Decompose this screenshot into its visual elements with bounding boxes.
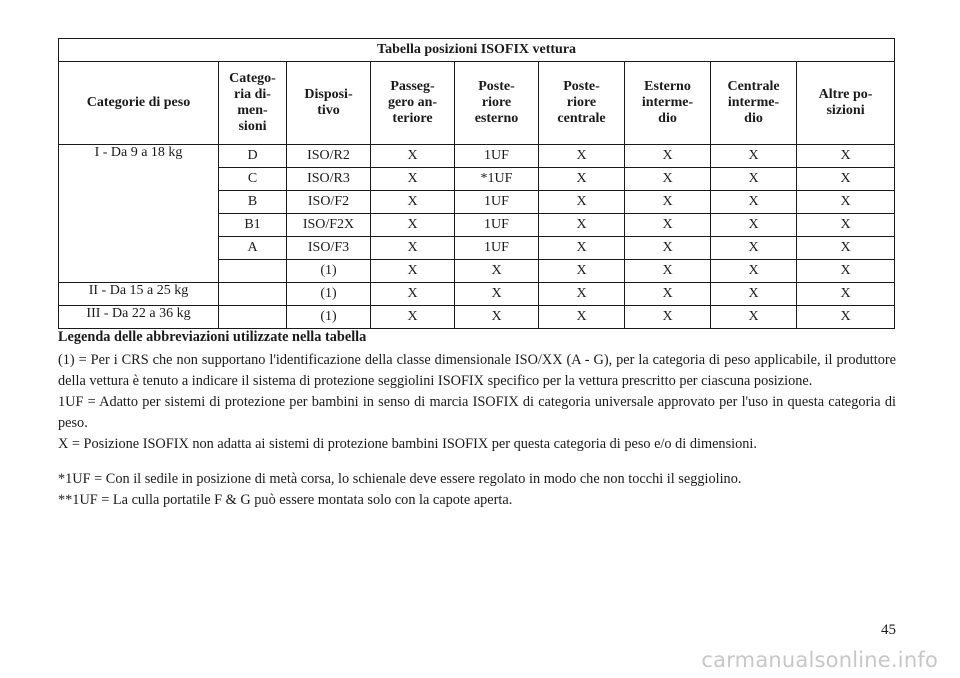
table-cell: (1) — [287, 283, 371, 306]
legend-title: Legenda delle abbreviazioni utilizzate nella tabella — [58, 329, 367, 345]
table-cell: X — [797, 306, 895, 329]
column-header: Catego- ria di- men- sioni — [219, 62, 287, 145]
table-cell: ISO/R2 — [287, 145, 371, 168]
column-header: Passeg- gero an- teriore — [371, 62, 455, 145]
table-cell: X — [371, 237, 455, 260]
column-header: Altre po- sizioni — [797, 62, 895, 145]
page-number: 45 — [881, 622, 896, 638]
table-cell: X — [797, 191, 895, 214]
table-cell: X — [711, 283, 797, 306]
table-cell: X — [539, 283, 625, 306]
table-cell: X — [625, 283, 711, 306]
table-cell: C — [219, 168, 287, 191]
table-cell: ISO/R3 — [287, 168, 371, 191]
table-cell: 1UF — [455, 145, 539, 168]
table-cell — [219, 260, 287, 283]
table-row — [59, 306, 895, 329]
legend-note-1uf: 1UF = Adatto per sistemi di protezione per bambini in senso di marcia ISOFIX di categoria universale approvato per l'uso in questa categoria di peso. — [58, 394, 896, 431]
table-row — [59, 145, 895, 168]
column-header: Poste- riore centrale — [539, 62, 625, 145]
table-cell: X — [539, 168, 625, 191]
table-cell: A — [219, 237, 287, 260]
table-cell — [219, 283, 287, 306]
table-cell: X — [797, 260, 895, 283]
table-cell: X — [539, 145, 625, 168]
table-cell: 1UF — [455, 214, 539, 237]
table-cell: X — [625, 214, 711, 237]
table-cell: X — [371, 214, 455, 237]
table-row — [59, 283, 895, 306]
table-cell: ISO/F2 — [287, 191, 371, 214]
table-cell: *1UF — [455, 168, 539, 191]
table-cell: X — [539, 306, 625, 329]
table-cell: D — [219, 145, 287, 168]
table-cell: B1 — [219, 214, 287, 237]
table-cell: X — [797, 168, 895, 191]
table-cell: ISO/F2X — [287, 214, 371, 237]
watermark: carmanualsonline.info — [701, 648, 938, 672]
table-cell: X — [711, 260, 797, 283]
table-header-row — [59, 62, 895, 145]
weight-category-cell: I - Da 9 a 18 kg — [59, 145, 219, 283]
table-cell — [219, 306, 287, 329]
table-cell: B — [219, 191, 287, 214]
table-cell: X — [371, 145, 455, 168]
table-cell: 1UF — [455, 237, 539, 260]
table-cell: ISO/F3 — [287, 237, 371, 260]
table-cell: X — [797, 237, 895, 260]
table-cell: X — [371, 191, 455, 214]
table-caption: Tabella posizioni ISOFIX vettura — [59, 39, 895, 62]
table-cell: X — [371, 168, 455, 191]
table-cell: (1) — [287, 306, 371, 329]
table-cell: X — [455, 260, 539, 283]
table-cell: X — [625, 168, 711, 191]
table-cell: X — [711, 168, 797, 191]
table-cell: X — [711, 145, 797, 168]
table-cell: X — [539, 214, 625, 237]
table-cell: X — [455, 283, 539, 306]
legend-note-x: X = Posizione ISOFIX non adatta ai sistemi di protezione bambini ISOFIX per questa categoria di peso e/o di dimensioni. — [58, 436, 757, 452]
table-cell: X — [371, 306, 455, 329]
column-header: Poste- riore esterno — [455, 62, 539, 145]
table-cell: X — [539, 191, 625, 214]
column-header: Centrale interme- dio — [711, 62, 797, 145]
isofix-table — [58, 38, 895, 329]
table-body — [59, 145, 895, 329]
column-header: Categorie di peso — [59, 62, 219, 145]
legend-note-star-1uf: *1UF = Con il sedile in posizione di metà corsa, lo schienale deve essere regolato in modo che non tocchi il seggiolino. — [58, 471, 742, 487]
table-cell: X — [625, 260, 711, 283]
weight-category-cell: II - Da 15 a 25 kg — [59, 283, 219, 306]
legend-note-double-star-1uf: **1UF = La culla portatile F & G può essere montata solo con la capote aperta. — [58, 492, 513, 508]
table-cell: X — [625, 191, 711, 214]
table-cell: X — [625, 306, 711, 329]
table-cell: X — [797, 283, 895, 306]
table-cell: X — [371, 260, 455, 283]
column-header: Disposi- tivo — [287, 62, 371, 145]
table-cell: X — [539, 260, 625, 283]
table-cell: X — [797, 145, 895, 168]
weight-category-cell: III - Da 22 a 36 kg — [59, 306, 219, 329]
table-cell: X — [455, 306, 539, 329]
table-cell: 1UF — [455, 191, 539, 214]
table-cell: (1) — [287, 260, 371, 283]
table-cell: X — [539, 237, 625, 260]
column-header: Esterno interme- dio — [625, 62, 711, 145]
table-cell: X — [711, 237, 797, 260]
table-cell: X — [625, 237, 711, 260]
table-cell: X — [711, 191, 797, 214]
table-cell: X — [711, 306, 797, 329]
legend — [58, 327, 896, 511]
table-cell: X — [797, 214, 895, 237]
table-cell: X — [371, 283, 455, 306]
table-cell: X — [625, 145, 711, 168]
legend-note-1: (1) = Per i CRS che non supportano l'identificazione della classe dimensionale ISO/XX (A - G), per la categoria di peso applicabile, il produttore della vettura è tenuto a indicare il sistema di protezione seggiolini ISOFIX specifico per la vettura prescritto per ciascuna posizione. — [58, 352, 896, 389]
table-cell: X — [711, 214, 797, 237]
